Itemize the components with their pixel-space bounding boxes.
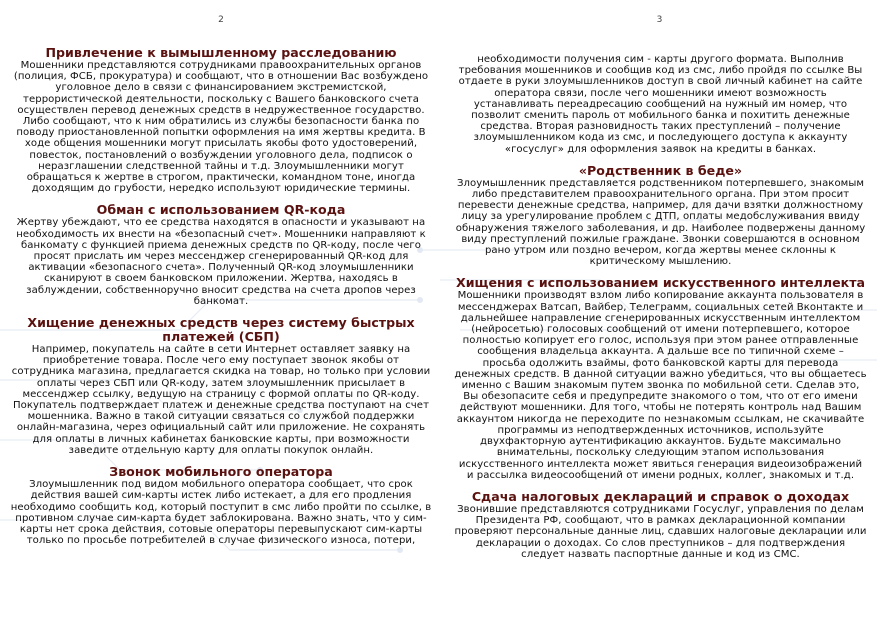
section-title: Обман с использованием QR-кода bbox=[96, 202, 346, 218]
section-title: Хищения с использованием искусственного интеллекта bbox=[455, 275, 865, 291]
section-fake-investigation bbox=[10, 46, 432, 194]
section-body: Злоумышленник представляется родственником потерпевшего, знакомым либо представителем правоохранительного органа. При этом просит перевести денежные средства, например, для дачи взятки должностному лицу за урегулирование проблем с ДТП, оплаты медобслуживания ввиду обнаружения тяжелого заболевания, и др. Наиболее подвержены данному виду преступлений пожилые граждане. Звонки совершаются в основном рано утром или поздно вечером, когда жертвы менее склонны к критическому мышлению. bbox=[455, 177, 866, 268]
section-body: Например, покупатель на сайте в сети Интернет оставляет заявку на приобретение товара. После чего ему поступает звонок якобы от сотрудника магазина, предлагается скидка на товар, но только при условии оплаты через СБП или QR-коду, затем злоумышленник присылает в мессенджер ссылку, ведущую на страницу с формой оплаты по QR-коду. Покупатель подтверждает платеж и денежные средства поступают на счет мошенника. Важно в такой ситуации связаться со службой поддержки онлайн-магазина, через официальный сайт или приложение. Не сохранять для оплаты в личных кабинетах банковские карты, при возможности заведите отдельную карту для оплаты покупок онлайн. bbox=[11, 344, 431, 456]
section-title: Сдача налоговых деклараций и справок о доходах bbox=[471, 488, 850, 504]
section-ai-theft bbox=[454, 276, 867, 480]
right-page-content bbox=[454, 54, 867, 560]
section-sbp-theft bbox=[10, 316, 432, 456]
page-number: 2 bbox=[218, 15, 224, 25]
section-title: Привлечение к вымышленному расследованию bbox=[45, 45, 397, 60]
section-tax-declarations bbox=[454, 490, 867, 560]
section-body: Жертву убеждают, что ее средства находятся в опасности и указывают на необходимость их внести на «безопасный счет». Мошенники направляют к банкомату с функцией приема денежных средств по QR-коду, после чего просят прислать им через мессенджер сгенерированный QR-код для активации «безопасного счета». Полученный QR-код злоумышленники сканируют в своем банковском приложении. Жертва, находясь в заблуждении, собственноручно вносит средства на счета дропов через банкомат. bbox=[16, 217, 426, 307]
continued-text: необходимости получения сим - карты другого формата. Выполнив требования мошенников и сообщив код из смс, либо пройдя по ссылке Вы отдаете в руки злоумышленников доступ в свой личный кабинет на сайте оператора связи, после чего мошенники имеют возможность устанавливать переадресацию сообщений на нужный им номер, что позволит сменить пароль от мобильного банка и похитить денежные средства. Вторая разновидность таких преступлений – получение злоумышленником кода из смс, и последующего доступа к аккаунту «госуслуг» для оформления заявок на кредиты в банках. bbox=[458, 54, 863, 155]
section-body: Мошенники представляются сотрудниками правоохранительных органов (полиция, ФСБ, прокуратура) и сообщают, что в отношении Вас возбуждено уголовное дело в связи с финансированием экстремистской, террористической деятельности, поскольку с Вашего банковского счета осуществлен перевод денежных средств в недружественное государство. Либо сообщают, что к ним обратились из службы безопасности банка по поводу приостановленной попытки оформления на имя жертвы кредита. В ходе общения мошенники могут присылать якобы фото удостоверений, повесток, постановлений о возбуждении уголовного дела, подписок о неразглашении следственной тайны и т.д. Злоумышленники могут обращаться к жертве в строгом, практически, командном тоне, иногда доходящим до грубости, нередко используют юридические термины. bbox=[13, 60, 429, 195]
section-title: Звонок мобильного оператора bbox=[109, 464, 333, 480]
section-title: «Родственник в беде» bbox=[578, 162, 743, 178]
section-body: Мошенники производят взлом либо копирование аккаунта пользователя в мессенджерах Ватсап, Вайбер, Телеграмм, социальных сетей Вконтакте и дальнейшее направление сгенерированных искусственным интеллектом (нейросетью) голосовых сообщений от имени потерпевшего, которое полностью копирует его голос, используя при этом ранее отправленные сообщения владельца аккаунта. А дальше все по типичной схеме – просьба одолжить взаймы, фото банковской карты для перевода денежных средств. В данной ситуации важно убедиться, что вы общаетесь именно с Вашим знакомым путем звонка по мобильной сети. Сделав это, Вы обезопасите себя и предупредите знакомого о том, что от его имени действуют мошенники. Для того, чтобы не потерять контроль над Вашим аккаунтом никогда не переходите по незнакомым ссылкам, не скачивайте программы из неподтвержденных источников, используйте двухфакторную аутентификацию аккаунтов. Будьте максимально внимательны, поскольку следующим этапом использования искусственного интеллекта может явиться генерация видеоизображений и рассылка видеосообщений от имени родных, коллег, знакомых и т.д. bbox=[454, 290, 867, 481]
right-page bbox=[442, 0, 877, 620]
left-page-content bbox=[10, 46, 432, 546]
section-qr-code-fraud bbox=[10, 203, 432, 307]
section-body: Злоумышленник под видом мобильного оператора сообщает, что срок действия вашей сим-карты истек либо истекает, а для его продления необходимо сообщить код, который поступит в смс либо пройти по ссылке, в противном случае сим-карта будет заблокирована. Важно знать, что у сим-карты нет срока действия, сотовые операторы перевыпускают сим-карты только по просьбе потребителей в случае физического износа, потери, bbox=[10, 479, 432, 547]
section-body: Звонившие представляются сотрудниками Госуслуг, управления по делам Президента РФ, сообщают, что в рамках декларационной компании проверяют персональные данные лиц, сдавших налоговые декларации или декларации о доходах. Со слов преступников – для подтверждения следует назвать паспортные данные и код из СМС. bbox=[454, 503, 867, 560]
page-number: 3 bbox=[656, 15, 663, 25]
section-title: Хищение денежных средств через систему быстрых платежей (СБП) bbox=[27, 315, 415, 345]
section-mobile-operator-call bbox=[10, 465, 432, 546]
section-relative-in-trouble bbox=[454, 164, 867, 268]
